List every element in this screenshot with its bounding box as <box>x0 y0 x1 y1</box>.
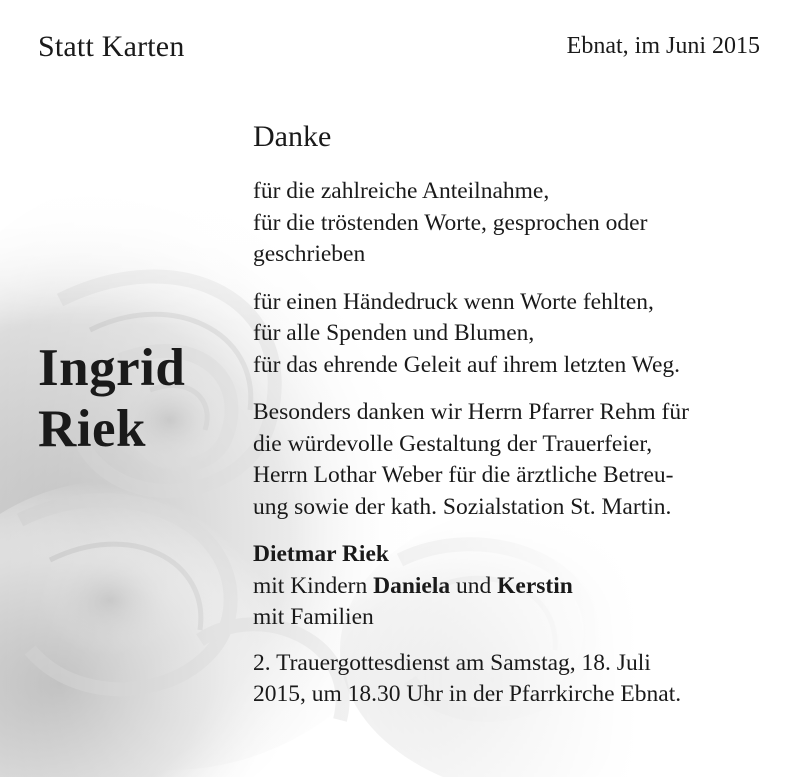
text-line: für alle Spenden und Blumen, <box>253 320 535 346</box>
message-paragraph-3 <box>253 397 773 523</box>
header-statt-karten: Statt Karten <box>38 30 185 63</box>
header-place-date: Ebnat, im Juni 2015 <box>566 33 760 59</box>
message-heading: Danke <box>253 120 332 153</box>
text-line: geschrieben <box>253 241 366 267</box>
children-prefix: mit Kindern <box>253 572 368 599</box>
text-line: für die tröstenden Worte, gesprochen oder <box>253 209 648 236</box>
family-children-line <box>253 571 773 603</box>
text-line: Besonders danken wir Herrn Pfarrer Rehm für <box>253 399 689 425</box>
text-line: für einen Händedruck wenn Worte fehlten, <box>253 288 654 315</box>
family-main-name-text: Dietmar Riek <box>253 541 389 567</box>
deceased-first-name: Ingrid <box>38 339 186 397</box>
text-line: 2. Trauergottesdienst am Samstag, 18. Juli <box>253 649 651 676</box>
text-line: 2015, um 18.30 Uhr in der Pfarrkirche Ebnat. <box>253 681 682 707</box>
message-paragraph-2 <box>253 287 773 382</box>
child-name-2: Kerstin <box>497 572 573 599</box>
message-paragraph-1 <box>253 176 773 271</box>
text-line: Herrn Lothar Weber für die ärztliche Betreu- <box>253 462 674 488</box>
child-name-1: Daniela <box>373 572 451 599</box>
text-line: ung sowie der kath. Sozialstation St. Martin. <box>253 493 672 520</box>
deceased-name <box>38 338 185 460</box>
text-line: für die zahlreiche Anteilnahme, <box>253 178 550 204</box>
family-signature <box>253 539 773 634</box>
children-conjunction: und <box>456 572 492 599</box>
text-line: die würdevolle Gestaltung der Trauerfeier, <box>253 430 653 457</box>
text-line: für das ehrende Geleit auf ihrem letzten Weg. <box>253 351 681 378</box>
family-main-name <box>253 539 773 571</box>
family-families-line: mit Familien <box>253 604 374 630</box>
deceased-last-name: Riek <box>38 400 146 458</box>
service-announcement <box>253 648 773 711</box>
message-body <box>253 118 773 727</box>
